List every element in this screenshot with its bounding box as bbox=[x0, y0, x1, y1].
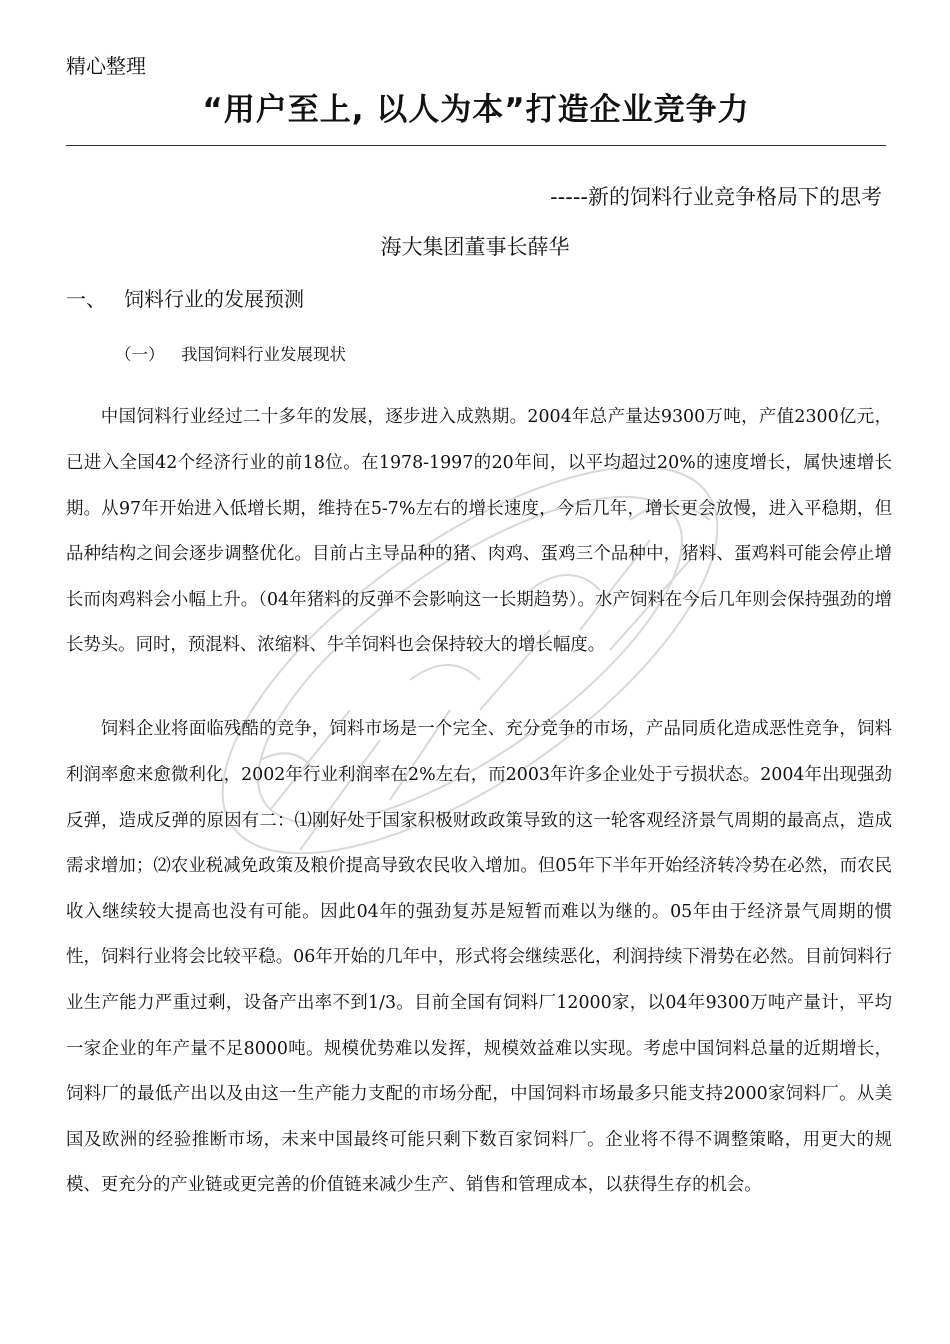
subsection-title: 我国饲料行业发展现状 bbox=[181, 345, 346, 364]
document-subtitle: -----新的饲料行业竞争格局下的思考 bbox=[550, 185, 882, 209]
document-title: “用户至上, 以人为本”打造企业竞争力 bbox=[202, 92, 750, 128]
body-paragraph: 中国饲料行业经过二十多年的发展，逐步进入成熟期。2004年总产量达9300万吨，产值2300亿元，已进入全国42个经济行业的前18位。在1978-1997的20年间，以平均超过20%的速度增长，属快速增长期。从97年开始进入低增长期，维持在5-7%左右的增长速度，今后几年，增长更会放慢，进入平稳期，但品种结构之间会逐步调整优化。目前占主导品种的猪、肉鸡、蛋鸡三个品种中，猪料、蛋鸡料可能会停止增长而肉鸡料会小幅上升。（04年猪料的反弹不会影响这一长期趋势）。水产饲料在今后几年则会保持强劲的增长势头。同时，预混料、浓缩料、牛羊饲料也会保持较大的增长幅度。 bbox=[66, 407, 892, 656]
subsection-number: （一） bbox=[115, 345, 165, 364]
header-label: 精心整理 bbox=[66, 54, 146, 78]
section-title: 饲料行业的发展预测 bbox=[124, 287, 304, 311]
subsection-heading bbox=[115, 342, 346, 368]
section-number: 一、 bbox=[66, 287, 106, 311]
section-heading bbox=[66, 284, 304, 314]
body-paragraph: 饲料企业将面临残酷的竞争，饲料市场是一个完全、充分竞争的市场，产品同质化造成恶性竞争，饲料利润率愈来愈微利化，2002年行业利润率在2%左右，而2003年许多企业处于亏损状态。2004年出现强劲反弹，造成反弹的原因有二：⑴刚好处于国家积极财政政策导致的这一轮客观经济景气周期的最高点，造成需求增加；⑵农业税减免政策及粮价提高导致农民收入增加。但05年下半年开始经济转冷势在必然，而农民收入继续较大提高也没有可能。因此04年的强劲复苏是短暂而难以为继的。05年由于经济景气周期的惯性，饲料行业将会比较平稳。06年开始的几年中，形式将会继续恶化，利润持续下滑势在必然。目前饲料行业生产能力严重过剩，设备产出率不到1/3。目前全国有饲料厂12000家，以04年9300万吨产量计，平均一家企业的年产量不足8000吨。规模优势难以发挥，规模效益难以实现。考虑中国饲料总量的近期增长，饲料厂的最低产出以及由这一生产能力支配的市场分配，中国饲料市场最多只能支持2000家饲料厂。从美国及欧洲的经验推断市场，未来中国最终可能只剩下数百家饲料厂。企业将不得不调整策略，用更大的规模、更充分的产业链或更完善的价值链来减少生产、销售和管理成本，以获得生存的机会。 bbox=[66, 719, 892, 1196]
title-divider bbox=[66, 145, 886, 146]
author-line: 海大集团董事长薛华 bbox=[380, 235, 570, 259]
